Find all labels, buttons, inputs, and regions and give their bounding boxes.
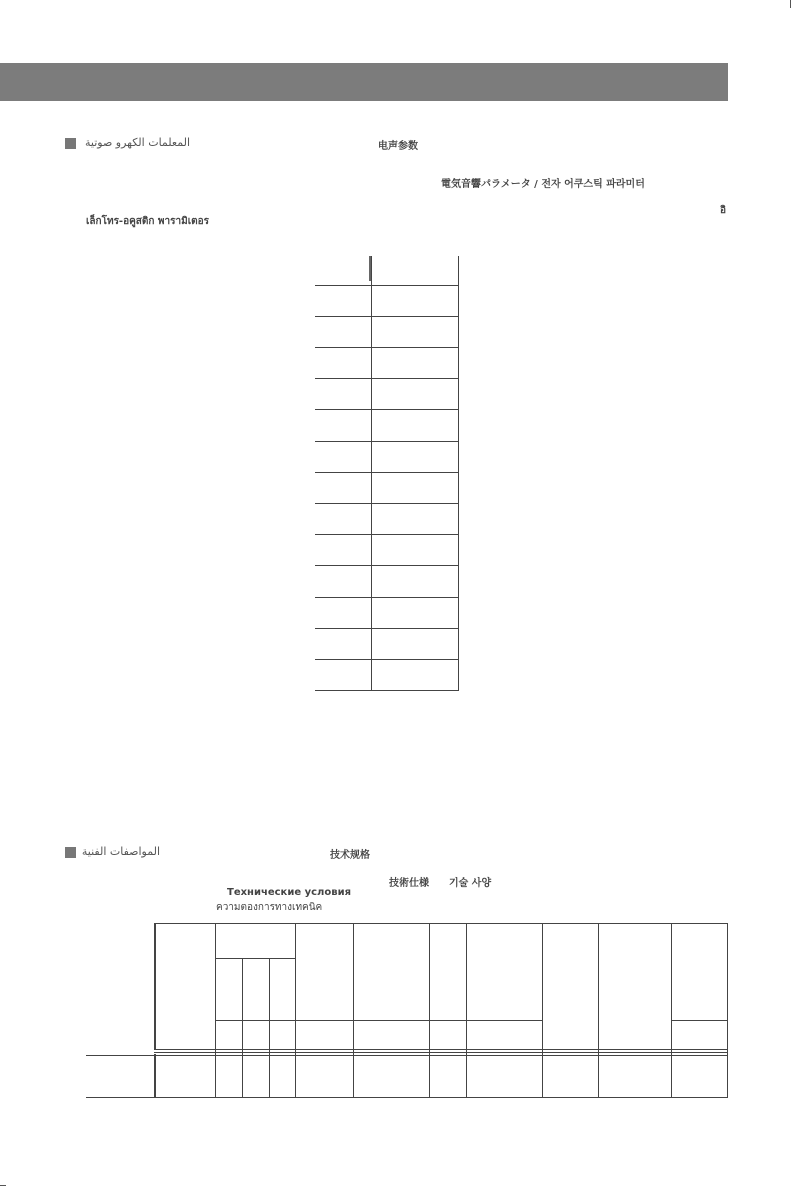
section1-title-zh: 电声参数 — [378, 141, 418, 152]
table-row-line — [86, 1055, 728, 1056]
section2-title-ar: المواصفات الفنية — [81, 845, 160, 858]
table-border — [154, 1049, 728, 1050]
table-column-line — [429, 923, 430, 1098]
table-column-line — [466, 923, 467, 1098]
table-row-line — [315, 285, 459, 286]
section1-title-th: เล็กโทร-อคูสติก พารามิเตอร — [86, 216, 209, 227]
table-row-line — [315, 597, 459, 598]
table-row-line — [215, 1020, 542, 1021]
table-border — [86, 1097, 728, 1098]
crop-mark-top — [790, 0, 791, 8]
table-column-line — [727, 923, 728, 1098]
table-border — [154, 1052, 728, 1053]
section-bullet-icon — [65, 138, 76, 149]
table-row-line — [315, 659, 459, 660]
section2-title-ko: 기술 사양 — [449, 878, 492, 889]
section2-title-ru: Технические условия — [227, 887, 351, 898]
table-row-line — [315, 409, 459, 410]
section2-title-ja: 技術仕様 — [389, 878, 429, 889]
crop-mark-bottom — [0, 1185, 6, 1186]
table-row-line — [315, 472, 459, 473]
table-column-line — [598, 923, 599, 1098]
table-column-line — [542, 923, 543, 1098]
table-right-border — [458, 256, 459, 691]
table-column-line — [353, 923, 354, 1098]
table-column-line — [215, 923, 216, 1098]
table-row-line — [315, 565, 459, 566]
table-row-line — [315, 441, 459, 442]
section1-title-ja-ko: 電気音響パラメータ / 전자 어쿠스틱 파라미터 — [441, 179, 645, 190]
table-row-line — [315, 690, 459, 691]
section-bullet-icon — [65, 847, 76, 858]
section2-title-th: ความตองการทางเทคนิค — [216, 902, 323, 913]
table-row-line — [315, 503, 459, 504]
table-row-line — [315, 378, 459, 379]
table-row-line — [315, 347, 459, 348]
table-row-line — [671, 1020, 728, 1021]
parameter-table — [315, 256, 459, 691]
table-column-line — [154, 1054, 156, 1098]
table-border — [154, 923, 728, 924]
spec-table — [86, 923, 728, 1099]
table-row-line — [315, 316, 459, 317]
table-divider — [371, 256, 372, 691]
table-row-line — [315, 628, 459, 629]
section1-title-th-suffix: อิ — [720, 205, 727, 216]
section2-title-zh: 技术规格 — [330, 850, 370, 861]
table-column-line — [242, 958, 243, 1098]
section1-title-ar: المعلمات الكهرو صوتية — [84, 136, 190, 149]
table-column-line — [269, 958, 270, 1098]
table-column-line — [671, 923, 672, 1098]
header-bar — [0, 63, 728, 101]
table-row-line — [315, 534, 459, 535]
table-row-line — [215, 958, 295, 959]
table-column-line — [154, 923, 156, 1050]
table-column-line — [295, 923, 296, 1098]
